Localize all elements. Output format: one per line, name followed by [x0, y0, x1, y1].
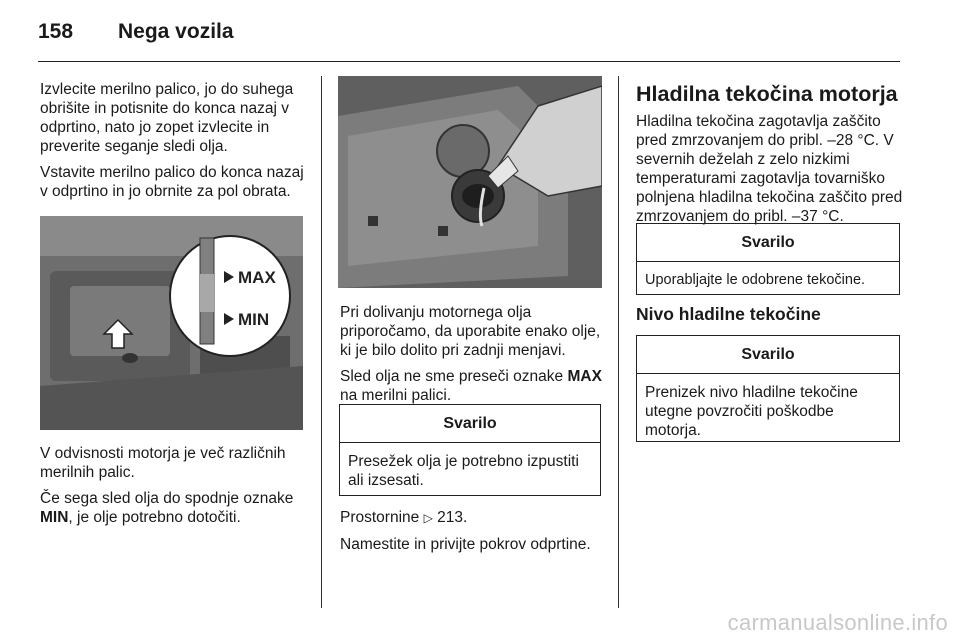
column-1-lower: [40, 444, 310, 534]
watermark: carmanualsonline.info: [727, 610, 948, 635]
engine-oil-fill-illustration: [338, 76, 602, 288]
max-mark: MAX: [567, 368, 602, 385]
warning-text: Prenizek nivo hladilne tekočine utegne povzročiti poškodbe motorja.: [645, 384, 858, 439]
paragraph: Izvlecite merilno palico, jo do suhega obrišite in potisnite do konca nazaj v odprtino, nato jo zopet izvlecite in preverite seganje sledi olja.: [40, 81, 294, 155]
engine-dipstick-illustration: [40, 216, 303, 430]
warning-title: Svarilo: [637, 224, 899, 262]
paragraph: Vstavite merilno palico do konca nazaj v odprtino in jo obrnite za pol obrata.: [40, 164, 304, 200]
min-mark: MIN: [40, 509, 69, 526]
warning-title: Svarilo: [340, 405, 600, 443]
paragraph: Če sega sled olja do spodnje oznake MIN, je olje potrebno dotočiti.: [40, 490, 294, 526]
page-reference-link[interactable]: 213.: [437, 509, 468, 526]
warning-box: [636, 223, 900, 295]
column-2: [340, 303, 606, 412]
column-3: [636, 82, 904, 233]
section-heading: Hladilna tekočina motorja: [636, 82, 898, 106]
paragraph: Namestite in privijte pokrov odprtine.: [340, 536, 591, 553]
column-divider-2: [618, 76, 619, 608]
max-label: MAX: [238, 268, 276, 287]
header-rule: [38, 61, 900, 62]
paragraph: V odvisnosti motorja je več različnih merilnih palic.: [40, 445, 286, 481]
oil-refill-figure: [338, 76, 602, 288]
reference-triangle-icon: ▷: [423, 511, 433, 525]
warning-text: Uporabljajte le odobrene tekočine.: [645, 272, 866, 288]
warning-text: Presežek olja je potrebno izpustiti ali izsesati.: [348, 453, 579, 489]
min-label: MIN: [238, 310, 270, 329]
column-1: [40, 80, 310, 208]
subsection: [636, 305, 904, 324]
subsection-heading: Nivo hladilne tekočine: [636, 304, 821, 324]
paragraph: Hladilna tekočina zagotavlja zaščito pred zmrzovanjem do pribl. –28 °C. V severnih deželah z zelo nizkimi temperaturami zagotavlja tovarniško polnjena hladilna tekočina zaščito pred zmrzovanjem do pribl. –37 °C.: [636, 113, 903, 225]
column-2-lower: [340, 508, 606, 561]
warning-box: [339, 404, 601, 496]
warning-title: Svarilo: [637, 336, 899, 374]
paragraph: Pri dolivanju motornega olja priporočamo, da uporabite enako olje, ki je bilo dolito pri zadnji menjavi.: [340, 304, 601, 359]
paragraph: Sled olja ne sme preseči oznake MAX na merilni palici.: [340, 368, 602, 404]
paragraph: Prostornine ▷ 213.: [340, 509, 468, 526]
page-number: 158: [38, 20, 74, 43]
warning-box: [636, 335, 900, 442]
page-title: Nega vozila: [118, 20, 234, 43]
column-divider-1: [321, 76, 322, 608]
dipstick-figure: [40, 216, 303, 430]
